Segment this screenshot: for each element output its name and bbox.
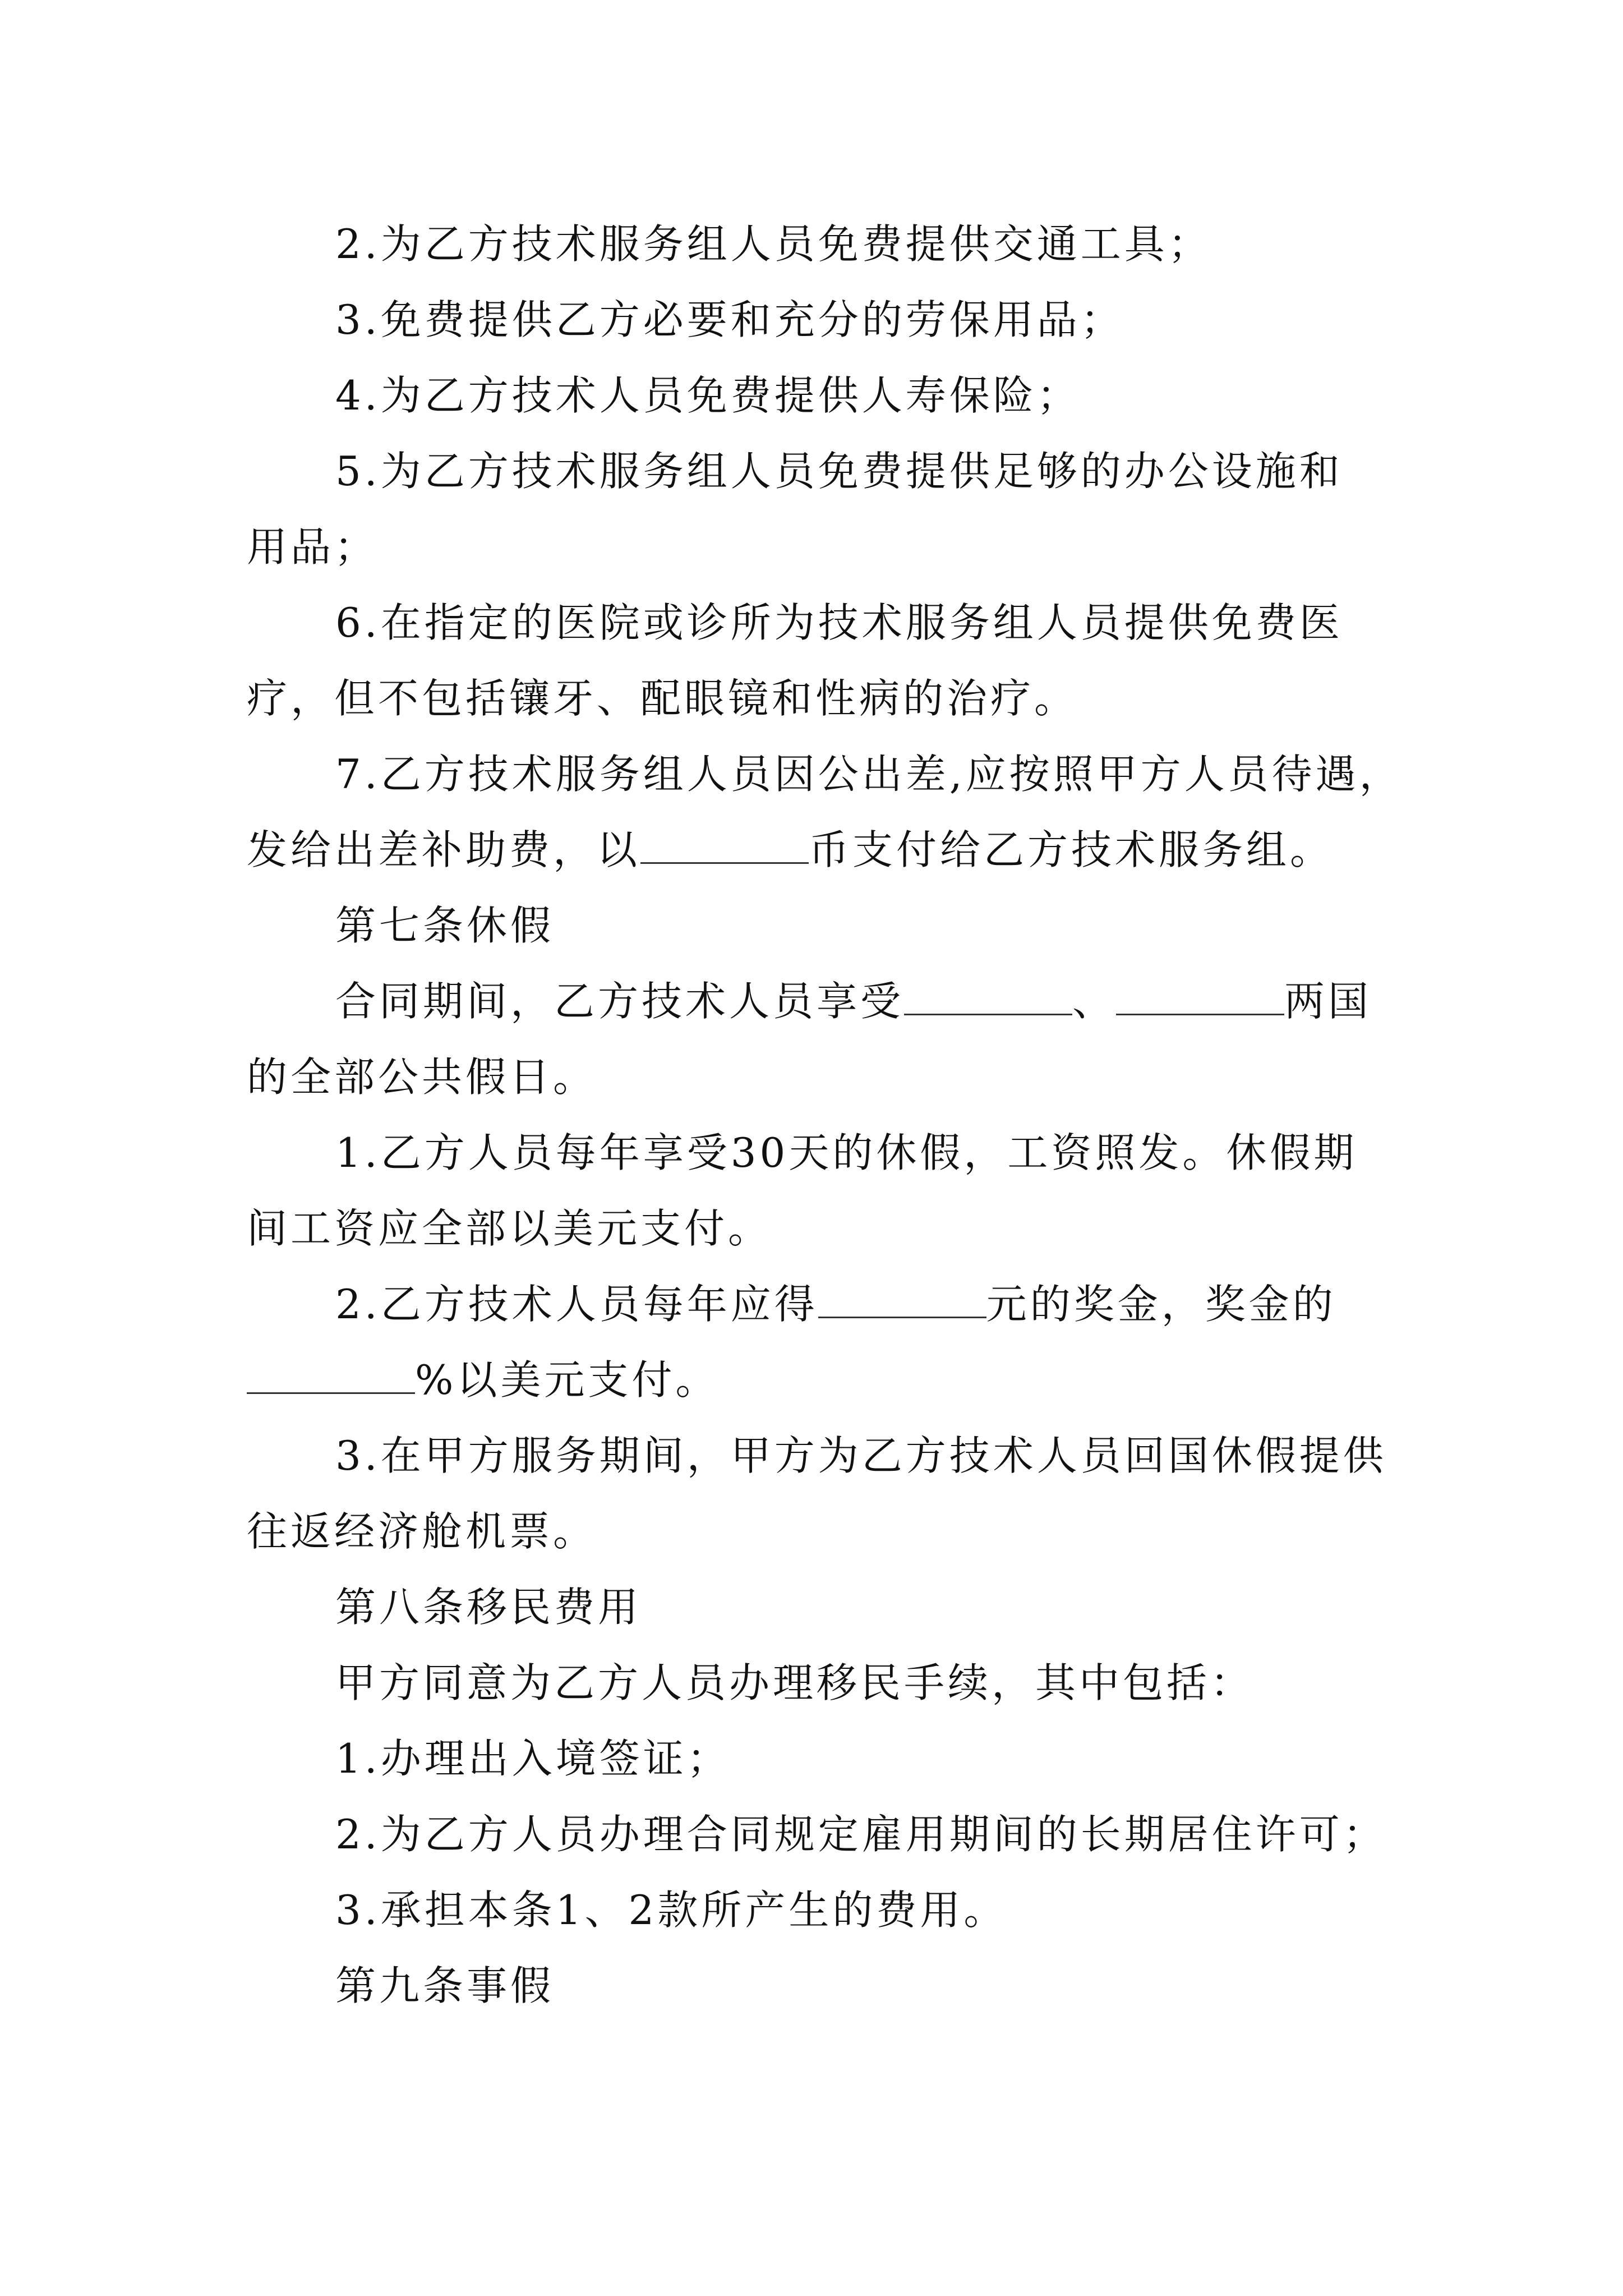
article-7-item-3: 3.在甲方服务期间，甲方为乙方技术人员回国休假提供 (335, 1432, 1387, 1479)
text-segment: 2.乙方技术人员每年应得 (335, 1281, 818, 1328)
fill-in-blank[interactable] (818, 1277, 986, 1318)
article-7-intro (335, 973, 1474, 1029)
clause-6-item-6: 6.在指定的医院或诊所为技术服务组人员提供免费医 (335, 599, 1343, 646)
clause-6-item-5: 5.为乙方技术服务组人员免费提供足够的办公设施和 (335, 448, 1343, 495)
fill-in-blank[interactable] (904, 974, 1072, 1015)
article-7-item-1: 1.乙方人员每年享受30天的休假，工资照发。休假期 (335, 1129, 1358, 1176)
clause-6-item-3: 3.免费提供乙方必要和充分的劳保用品； (335, 296, 1124, 343)
article-7-item-3-cont: 往返经济舱机票。 (247, 1508, 597, 1555)
article-7-item-2 (335, 1276, 1474, 1332)
article-8-item-3: 3.承担本条1、2款所产生的费用。 (335, 1887, 1008, 1934)
article-8-item-1: 1.办理出入境签证； (335, 1735, 731, 1782)
fill-in-blank[interactable] (640, 823, 809, 864)
article-8-intro: 甲方同意为乙方人员办理移民手续，其中包括： (335, 1659, 1255, 1706)
article-9-heading: 第九条事假 (335, 1962, 555, 2009)
clause-6-item-5-cont: 用品； (247, 523, 379, 570)
article-8-heading: 第八条移民费用 (335, 1584, 642, 1631)
article-8-item-2: 2.为乙方人员办理合同规定雇用期间的长期居住许可； (335, 1811, 1387, 1858)
clause-6-item-7: 7.乙方技术服务组人员因公出差,应按照甲方人员待遇， (335, 751, 1403, 798)
text-segment: 、 (1072, 978, 1117, 1025)
article-7-heading: 第七条休假 (335, 902, 555, 949)
text-segment: 两国 (1284, 978, 1372, 1025)
clause-6-item-2: 2.为乙方技术服务组人员免费提供交通工具； (335, 220, 1212, 268)
clause-6-item-4: 4.为乙方技术人员免费提供人寿保险； (335, 372, 1081, 419)
fill-in-blank[interactable] (247, 1353, 415, 1394)
text-segment: %以美元支付。 (415, 1356, 720, 1404)
text-segment: 币支付给乙方技术服务组。 (809, 826, 1334, 873)
article-7-item-2-cont (247, 1352, 1385, 1408)
text-segment: 发给出差补助费，以 (247, 826, 641, 873)
text-segment: 元的奖金，奖金的 (986, 1281, 1336, 1328)
text-segment: 合同期间，乙方技术人员享受 (335, 978, 905, 1025)
clause-6-item-7-cont (247, 822, 1385, 878)
article-7-item-1-cont: 间工资应全部以美元支付。 (247, 1205, 772, 1252)
fill-in-blank[interactable] (1116, 974, 1284, 1015)
article-7-intro-cont: 的全部公共假日。 (247, 1053, 597, 1101)
clause-6-item-6-cont: 疗，但不包括镶牙、配眼镜和性病的治疗。 (247, 675, 1078, 722)
